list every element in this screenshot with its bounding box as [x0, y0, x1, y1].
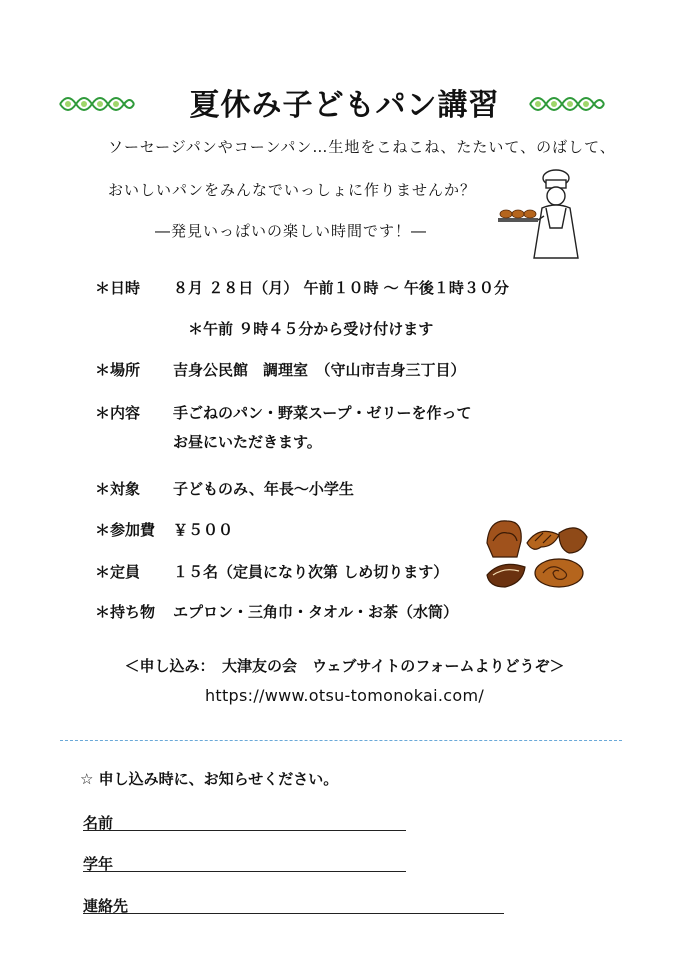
- name-label: 名前: [83, 814, 114, 832]
- items-value: エプロン・三角巾・タオル・お茶（水筒）: [173, 603, 459, 621]
- page-title: 夏休み子どもパン講習: [189, 88, 500, 123]
- target-value: 子どものみ、年長～小学生: [173, 480, 354, 498]
- date-label: ＊日時: [95, 279, 141, 297]
- content-label: ＊内容: [95, 404, 141, 422]
- date-row: [0, 277, 689, 299]
- application-line: ＜申し込み： 大津友の会 ウェブサイトのフォームよりどうぞ＞: [124, 657, 565, 675]
- form-heading: ☆ 申し込み時に、お知らせください。: [80, 770, 339, 788]
- items-row: [0, 601, 689, 623]
- place-label: ＊場所: [95, 361, 141, 379]
- baker-illustration: [498, 168, 594, 262]
- intro-line-1: ソーセージパンやコーンパン…生地をこねこね、たたいて、のばして、: [108, 138, 616, 156]
- section-divider: [60, 740, 622, 741]
- reception-note: ＊午前 ９時４５分から受け付けます: [188, 320, 434, 338]
- content-row: [0, 402, 689, 424]
- website-url[interactable]: https://www.otsu-tomonokai.com/: [204, 686, 485, 705]
- content-value-2: お昼にいただきます。: [173, 433, 322, 451]
- grade-label: 学年: [83, 855, 114, 873]
- bread-illustration: [483, 513, 591, 593]
- contact-label: 連絡先: [83, 897, 129, 915]
- capacity-label: ＊定員: [95, 563, 141, 581]
- target-row: [0, 478, 689, 500]
- name-field-line[interactable]: [83, 830, 406, 831]
- place-value: 吉身公民館 調理室 （守山市吉身三丁目）: [173, 361, 466, 379]
- items-label: ＊持ち物: [95, 603, 156, 621]
- intro-line-2: おいしいパンをみんなでいっしょに作りませんか？: [108, 181, 477, 199]
- date-value: ８月 ２８日（月） 午前１０時 ～ 午後１時３０分: [173, 279, 509, 297]
- intro-line-3: ―発見いっぱいの楽しい時間です！―: [155, 222, 428, 240]
- content-value-1: 手ごねのパン・野菜スープ・ゼリーを作って: [173, 404, 472, 422]
- place-row: [0, 359, 689, 381]
- target-label: ＊対象: [95, 480, 141, 498]
- grade-field-line[interactable]: [83, 871, 406, 872]
- contact-field-line[interactable]: [83, 913, 504, 914]
- fee-label: ＊参加費: [95, 521, 156, 539]
- fee-value: ￥５００: [173, 521, 234, 539]
- capacity-value: １５名（定員になり次第 しめ切ります）: [173, 563, 449, 581]
